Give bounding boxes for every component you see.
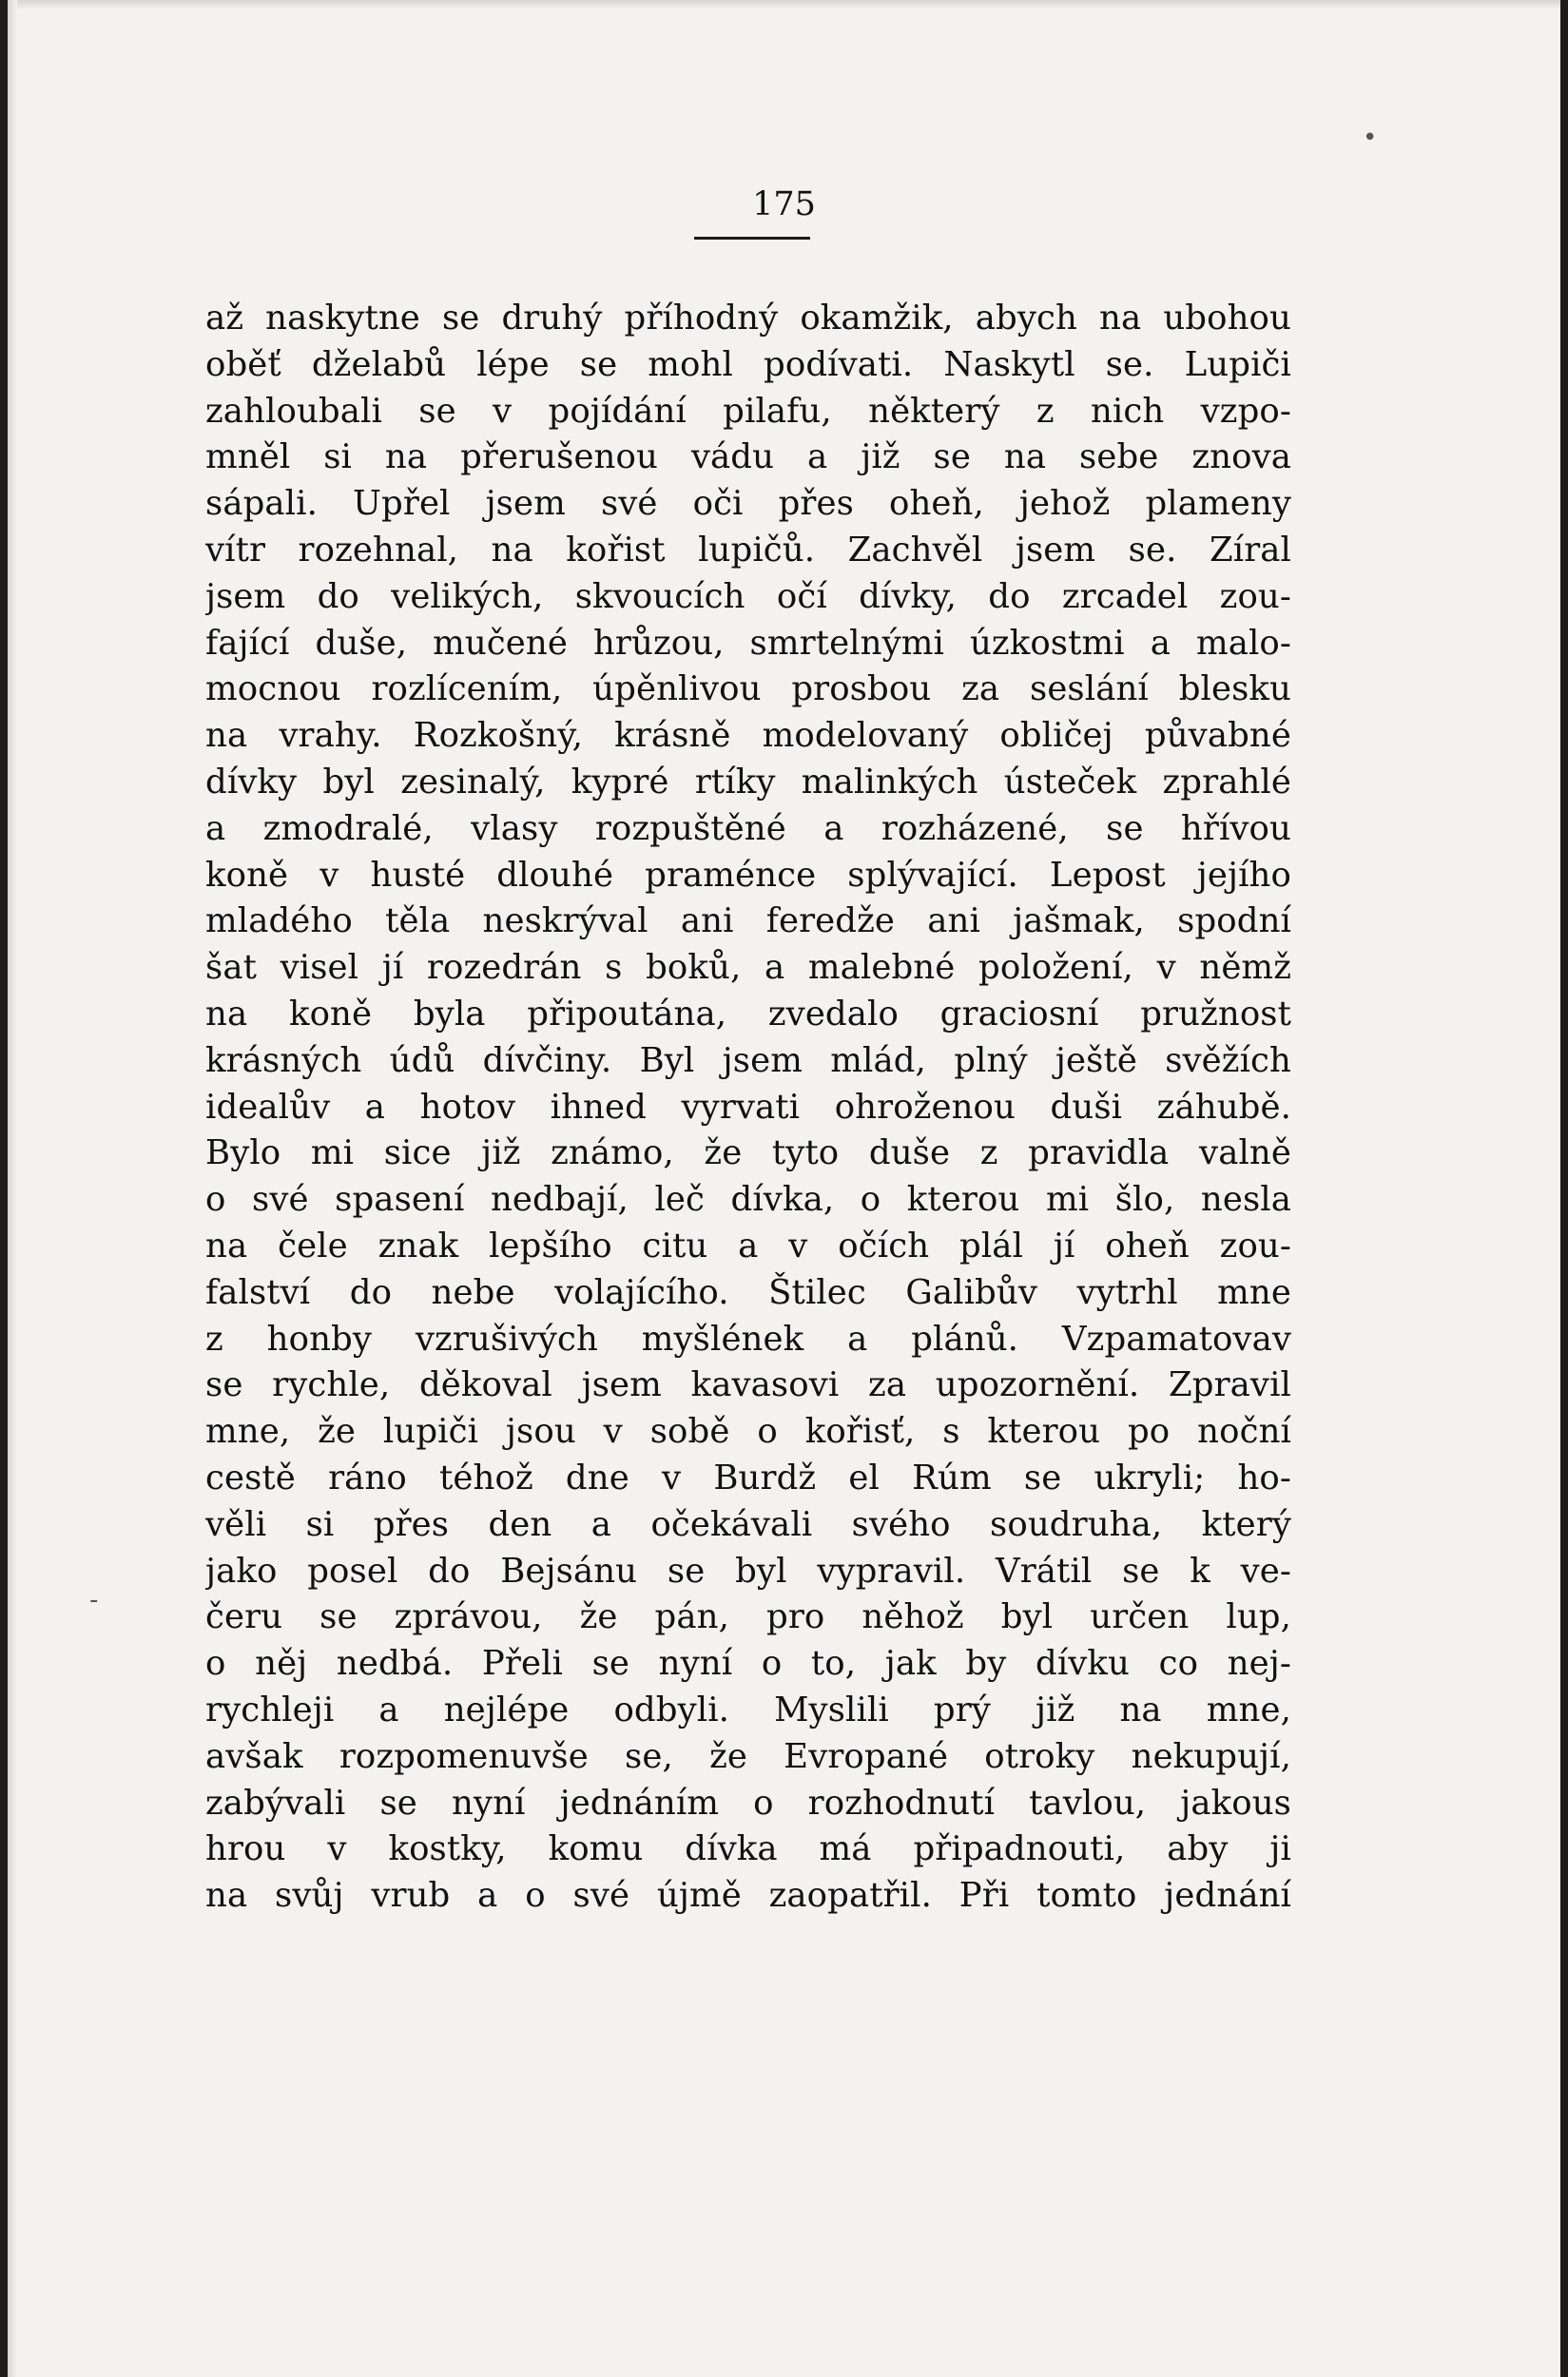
text-line: falství do nebe volajícího. Štilec Galibův vytrhl mne (205, 1272, 1291, 1312)
text-line: cestě ráno téhož dne v Burdž el Rúm se ukryli; ho- (205, 1458, 1291, 1498)
text-line: o své spasení nedbají, leč dívka, o kterou mi šlo, nesla (205, 1180, 1291, 1220)
text-line: věli si přes den a očekávali svého soudruha, který (205, 1504, 1291, 1544)
text-line: vítr rozehnal, na kořist lupičů. Zachvěl jsem se. Zíral (205, 530, 1291, 570)
text-line: jsem do velikých, skvoucích očí dívky, do zrcadel zou- (205, 576, 1291, 616)
margin-speck-mark: • (1363, 124, 1378, 152)
text-line: zahloubali se v pojídání pilafu, některý z nich vzpo- (205, 391, 1291, 431)
text-line: a zmodralé, vlasy rozpuštěné a rozházené, se hřívou (205, 808, 1291, 848)
text-line: jako posel do Bejsánu se byl vypravil. Vrátil se k ve- (205, 1551, 1291, 1591)
text-line: mocnou rozlícením, úpěnlivou prosbou za seslání blesku (205, 669, 1291, 709)
text-line: idealův a hotov ihned vyrvati ohroženou duši záhubě. (205, 1087, 1291, 1127)
text-line: Bylo mi sice již známo, že tyto duše z pravidla valně (205, 1133, 1291, 1173)
text-line: na koně byla připoutána, zvedalo graciosní pružnost (205, 994, 1291, 1034)
page-number: 175 (752, 185, 816, 223)
text-line: zabývali se nyní jednáním o rozhodnutí tavlou, jakous (205, 1783, 1291, 1823)
text-line: mladého těla neskrýval ani feredže ani jašmak, spodní (205, 901, 1291, 941)
text-line: sápali. Upřel jsem své oči přes oheň, jehož plameny (205, 484, 1291, 524)
text-line: rychleji a nejlépe odbyli. Myslili prý již na mne, (205, 1690, 1291, 1730)
text-line: na čele znak lepšího citu a v očích plál jí oheň zou- (205, 1226, 1291, 1266)
text-line: o něj nedbá. Přeli se nyní o to, jak by dívku co nej- (205, 1644, 1291, 1684)
text-line: na vrahy. Rozkošný, krásně modelovaný obličej půvabné (205, 716, 1291, 756)
page-top-edge-shadow (8, 0, 1560, 10)
text-line: až naskytne se druhý příhodný okamžik, abych na ubohou (205, 299, 1291, 338)
text-line: šat visel jí rozedrán s boků, a malebné položení, v němž (205, 948, 1291, 988)
text-line: se rychle, děkoval jsem kavasovi za upozornění. Zpravil (205, 1365, 1291, 1405)
text-line: avšak rozpomenuvše se, že Evropané otroky nekupují, (205, 1736, 1291, 1776)
scanned-book-page (8, 0, 1560, 2377)
body-text (205, 296, 1291, 1920)
text-line: hrou v kostky, komu dívka má připadnouti, aby ji (205, 1829, 1291, 1869)
text-line: dívky byl zesinalý, kypré rtíky malinkých ústeček zprahlé (205, 762, 1291, 802)
text-line: z honby vzrušivých myšlének a plánů. Vzpamatovav (205, 1319, 1291, 1359)
margin-dash-mark: - (89, 1586, 99, 1614)
text-line: mněl si na přerušenou vádu a již se na sebe znova (205, 437, 1291, 477)
page-left-edge-shadow (8, 0, 17, 2377)
page-number-container (8, 185, 1560, 223)
text-line: čeru se zprávou, že pán, pro něhož byl určen lup, (205, 1597, 1291, 1637)
text-line: fající duše, mučené hrůzou, smrtelnými úzkostmi a malo- (205, 623, 1291, 663)
text-line: krásných údů dívčiny. Byl jsem mlád, plný ještě svěžích (205, 1040, 1291, 1080)
text-line: mne, že lupiči jsou v sobě o kořisť, s kterou po noční (205, 1412, 1291, 1452)
text-line: na svůj vrub a o své újmě zaopatřil. Při tomto jednání (205, 1876, 1291, 1916)
text-line: oběť dželabů lépe se mohl podívati. Naskytl se. Lupiči (205, 344, 1291, 384)
text-line: koně v husté dlouhé praménce splývající. Lepost jejího (205, 855, 1291, 895)
page-number-underline (694, 237, 810, 240)
